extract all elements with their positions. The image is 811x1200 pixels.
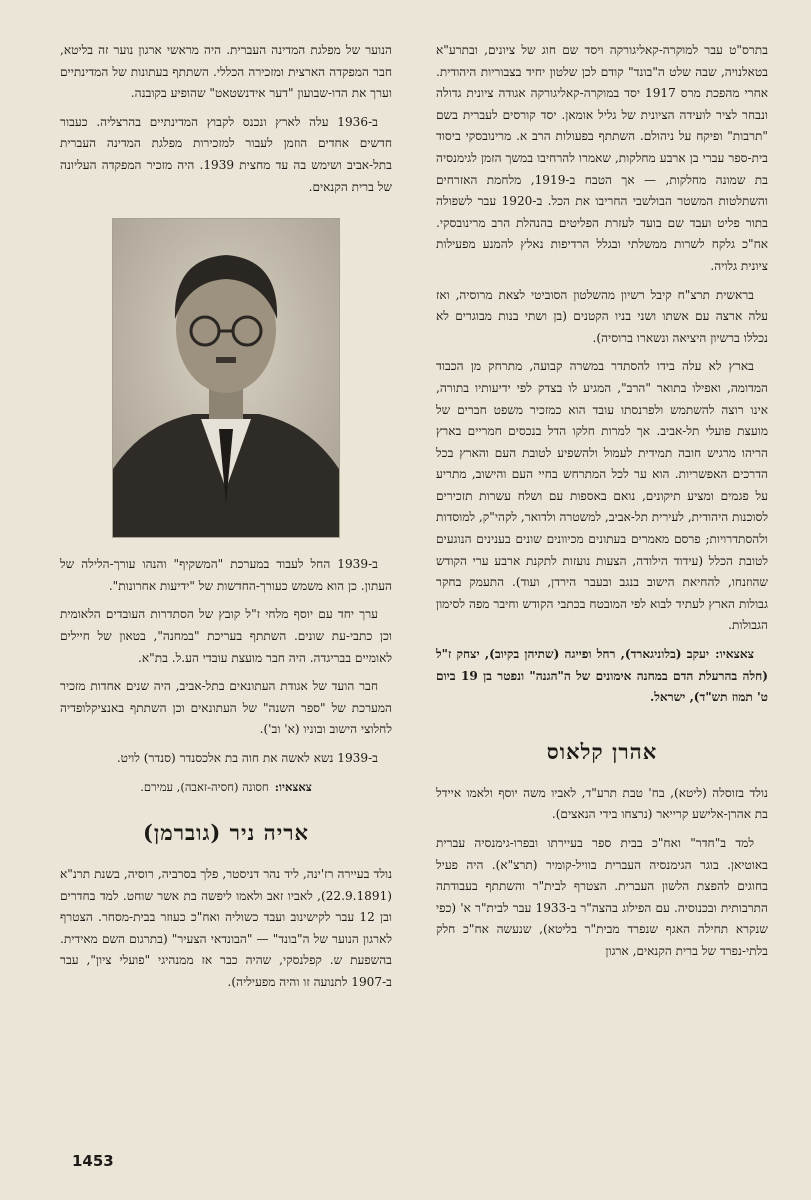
paragraph: בתרס"ט עבר למוקרה-קאליגורקה ויסד שם חוג של ציונים, ובתרע"א בטאלנויה, שבה שלט ה"בונד" קודם לכן שלטון יחיד בצבוריות היהודית. אחרי מהפכת מרס 1917 יסד במוקרה-קאליגורקה אגודה ציונית גדולה ונבחר לציר לועידה הציונית של גליל אומאן. יסד קורסים לעברית בשם "תרבות" ופיקח על ניהולם. השתתף בפעולות הרב א. מרינובסקי ביסוד בית-ספר עברי בן ארבע מחלקות, שאמרו להרחיבו במשך הזמן לגימנסיה בת שמונה מחלקות, — אך הטבח ב-1919, מלחמת האזרחים והשתלטות המשטר הבולשבי החריבו את הכל. ב-1920 עבר לשפולה בתור פליט ועבד שם בועד לעזרת הפליטים בהנהלת הרב מרינובסקי. אח"כ גלקח לשרות ממשלתי ובגלל הרדיפות נאלץ להמנע מפעילות ציונית גלויה.: [436, 43, 769, 273]
biography-heading: אהרן קלאוס: [546, 738, 658, 764]
paragraph: בארץ לא עלה בידו להסתדר במשרה קבועה, מתרחק מן הכבוד המדומה, ואפילו בתואר "הרב", המגיע לו בצדק לפי ידיעותיו בתורה, אינו רוצה להשתמש ולפרנסתו עובד הוא כמזכיר משפט חברים של מועצת פועלי תל-אביב. אך למרות חלקו הדל בנכסים חמריים בארץ הריהו מרגיש חובה תמידית לעמול ולהשפיע לטובת העם והארץ בכל הדרכים האפשריות. הוא ער לכל המתרחש בחיי העם והישוב, מתריע על פגמים ומציע תיקונים, נואם באספות עם ושלח עשרות תזכירים לסוכנות היהודית, לעירית תל-אביב, למשטרה ולדואר, לקהי"ק, למוסדות ולהסתדרויות; פרסם מאמרים בעתונים מכיוונים שונים בענינים הנוגעים לטובת הכלל (עידוד הילודה, הצעות נועזות לתקנת ארבע ערי הקודש שהוזנחו, להחיאת הישוב בנגב ובעבר הירדן, ועוד). התעמק בחקר גבולות הארץ לעתיד לבוא לפי המובטח בכתבי הקודש וחיבר מפה לסימון הגבולות.: [436, 359, 768, 633]
descendants-text: חסונה (חסיה-זאבה), עמירם.: [140, 779, 269, 794]
portrait-image: [113, 219, 339, 537]
paragraph: נולד בזוסלה (ליטא), בח' טבת תרע"ד, לאביו משה יוסף ולאמו איידל בת אהרן-אלישע קרייאר (נרצחו בידי הנאצים).: [436, 785, 768, 822]
descendants-label: צאצאיו:: [274, 779, 312, 794]
descendants-label: צאצאיו:: [715, 647, 754, 662]
left-column: [60, 40, 392, 1001]
paragraph: בראשית תרצ"ח קיבל רשיון מהשלטון הסוביטי לצאת מרוסיה, ואז עלה ארצה עם אשתו ושני בניו הקטנים (בן ושתי בנות מבוגרים לא נכללו ברשיון היציאה ונשארו ברוסיה).: [436, 287, 768, 345]
paragraph: ב-1939 החל לעבוד במערכת "המשקיף" והנהו עורך-הלילה של העתון. כן הוא משמש כעורך-החדשות של "ידיעות אחרונות".: [60, 557, 392, 593]
portrait-photo: [112, 218, 340, 538]
paragraph: הנוער של מפלגת המדינה העברית. היה מראשי ארגון נוער זה בליטא, חבר המפקדה הארצית ומזכירה הכללי. השתתף בעתונות של המדינתיים וערך את הדו-שבועון "דער אידנשטאט" שהופיע בקובנה.: [60, 43, 392, 101]
paragraph: חבר הועד של אגודת העתונאים בתל-אביב, היה שנים אחדות מזכיר המערכת של "ספר השנה" של העתונאים וכן השתתף באנציקלופדיה לחלוצי הישוב ובוניו (א' וב').: [60, 679, 392, 737]
descendants-paragraph: [60, 777, 392, 799]
paragraph: למד ב"חדר" ואח"כ בבית ספר בעיירתו ובפרו-גימנסיה עברית באוטיאן. בוגר הגימנסיה העברית בוויל-קומיר (תרצ"א). היה פעיל בחוגים להפצת הלשון העברית. הצטרף לבית"ר והשתתף בעבודתה התרבותית ובכנוסיה. עם הפילוג בהצה"ר ב-1933 עבר לבית"ר א' (כפי שנקרא תחילה האגף שנפרד מבית"ר בליטא), שנעשה אח"כ חלק בלתי-נפרד של ברית הקנאים, ארגון: [436, 836, 768, 958]
descendants-paragraph: [436, 644, 768, 709]
right-column: [436, 40, 768, 970]
page-number: 1453: [72, 1152, 114, 1170]
descendants-text: יעקב (בלוניגארד), רחל ופייגה (שתיהן בקיוב), יצחק ז"ל (חלה בהרעלת הדם במחנה אימונים של ה"הגנה" ונפטר בן 19 ביום ט' תמוז תש"ד), ישראל.: [436, 647, 769, 705]
paragraph: ב-1939 נשא לאשה את חוה בת אלכסנדר (סנדר) לויט.: [116, 750, 378, 765]
paragraph: נולד בעיירה רז'ינה, ליד נהר דניסטר, פלך בסרביה, רוסיה, בשנת תרנ"א (22.9.1891), לאביו זאב ולאמו ליפשה בת אשר שוחט. למד בחדרים ובן 12 עבר לקישינוב ועבד כשוליה ואח"כ כעוזר בבית-מסחר. הצטרף לארגון הנוער של ה"בונד" — "הבונדאי הצעיר" (בתרגום השם מאידית. בהשפעת ש. קפלנסקי, שהיה כבר אז ממנהיגי "פועלי ציון", עבר ב-1907 לתנועה זו והיה מפעיליה).: [60, 867, 393, 990]
paragraph: ב-1936 עלה לארץ ונכנס לקבוץ המדינתיים בהרצליה. כעבור חדשים אחדים הוזמן לעבור למזכירות מפלגת המדינה העברית בתל-אביב ושימש בה עד מחצית 1939. היה מזכיר המפקדה העליונה של ברית הקנאים.: [60, 114, 393, 194]
biography-heading: אריה ניר (גוברמן): [142, 820, 310, 846]
paragraph: ערך יחד עם יוסף מלחי ז"ל קובץ של הסתדרות העובדים הלאומית וכן כתבי-עת שונים. השתתף בעריכת "במחנה", בטאון של חיילים לאומיים בבריגדה. היה חבר מועצת עובדי הע.ל. בת"א.: [60, 607, 392, 665]
